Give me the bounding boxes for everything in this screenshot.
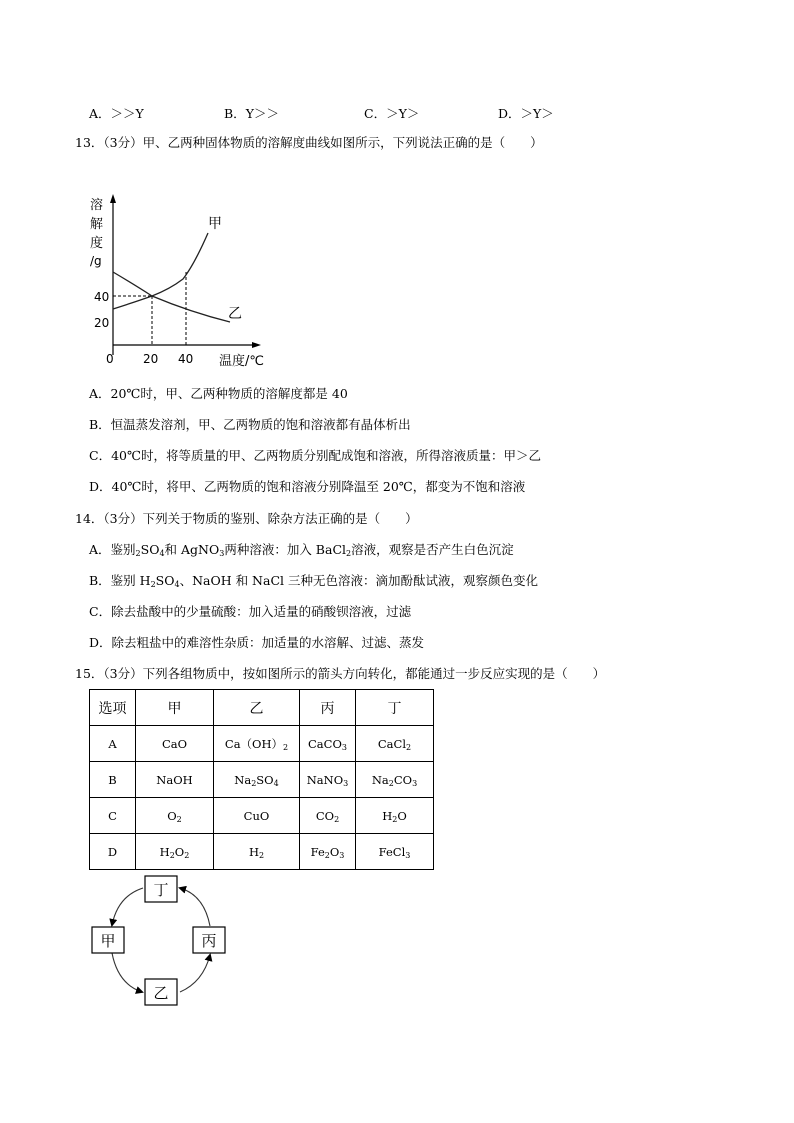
solubility-graph bbox=[80, 180, 300, 370]
q14-option-c: C．除去盐酸中的少量硫酸：加入适量的硝酸钡溶液，过滤 bbox=[89, 604, 412, 619]
node-yi-label: 乙 bbox=[153, 984, 169, 1002]
arrow-yi-to-bing bbox=[180, 955, 210, 992]
q14-stem: 14．（3分）下列关于物质的鉴别、除杂方法正确的是（ ） bbox=[75, 511, 418, 526]
node-jia bbox=[92, 927, 124, 953]
table-cell: $H_2O_2$ bbox=[136, 834, 214, 870]
node-ding-label: 丁 bbox=[153, 881, 169, 899]
x-axis-label: 温度/℃ bbox=[219, 354, 264, 369]
arrow-ding-to-jia bbox=[112, 888, 143, 925]
table-row bbox=[90, 726, 434, 762]
arrow-jia-to-yi bbox=[112, 953, 142, 992]
q13-option-a: A．20℃时，甲、乙两种物质的溶解度都是 40 bbox=[89, 386, 348, 401]
table-header-cell: 丁 bbox=[356, 690, 434, 726]
table-cell: $Fe_2O_3$ bbox=[300, 834, 356, 870]
table-cell: $H_2O$ bbox=[356, 798, 434, 834]
q14-option-b: B．鉴别 $H_2SO_4$、NaOH 和 NaCl 三种无色溶液：滴加酚酞试液，观察颜色变化 bbox=[89, 573, 538, 589]
x-tick-0: 0 bbox=[106, 352, 114, 366]
q12-option-b: B．Y＞＞ bbox=[224, 106, 279, 121]
table-cell: A bbox=[90, 726, 136, 762]
q15-options-table bbox=[89, 689, 434, 870]
q13-stem: 13．（3分）甲、乙两种固体物质的溶解度曲线如图所示，下列说法正确的是（ ） bbox=[75, 135, 543, 150]
q14-option-d: D．除去粗盐中的难溶性杂质：加适量的水溶解、过滤、蒸发 bbox=[89, 635, 425, 650]
table-row bbox=[90, 798, 434, 834]
y-axis-label-2: 解 bbox=[90, 217, 104, 232]
arrow-bing-to-ding bbox=[180, 888, 210, 926]
curve-yi bbox=[113, 272, 230, 322]
table-cell: CuO bbox=[214, 798, 300, 834]
conversion-cycle-diagram bbox=[86, 868, 236, 1008]
table-cell: $Na_2SO_4$ bbox=[214, 762, 300, 798]
table-cell: $H_2$ bbox=[214, 834, 300, 870]
table-header-cell: 乙 bbox=[214, 690, 300, 726]
table-cell: $Ca(OH)_2$ bbox=[214, 726, 300, 762]
table-cell: FeCl$_3$ bbox=[356, 834, 434, 870]
table-header-cell: 甲 bbox=[136, 690, 214, 726]
q14-option-a: A．鉴别$_2SO_4$和 AgNO$_3$两种溶液：加入 BaCl$_2$溶液，观察是否产生白色沉淀 bbox=[89, 542, 514, 558]
table-cell: NaOH bbox=[136, 762, 214, 798]
table-cell: CaO bbox=[136, 726, 214, 762]
node-bing bbox=[193, 927, 225, 953]
y-axis-label-1: 溶 bbox=[90, 198, 104, 213]
y-tick-40: 40 bbox=[94, 290, 110, 304]
node-ding bbox=[145, 876, 177, 902]
table-header-cell: 丙 bbox=[300, 690, 356, 726]
table-cell: $O_2$ bbox=[136, 798, 214, 834]
curve-yi-label: 乙 bbox=[228, 306, 242, 322]
table-row bbox=[90, 834, 434, 870]
node-jia-label: 甲 bbox=[100, 932, 116, 950]
table-cell: $Na_2CO_3$ bbox=[356, 762, 434, 798]
y-axis-arrow bbox=[110, 194, 116, 203]
table-cell: $CO_2$ bbox=[300, 798, 356, 834]
y-axis-label-4: /g bbox=[90, 254, 102, 268]
y-tick-20: 20 bbox=[94, 316, 110, 330]
table-cell: CaCO$_3$ bbox=[300, 726, 356, 762]
table-header-row bbox=[90, 690, 434, 726]
x-tick-20: 20 bbox=[143, 352, 159, 366]
node-yi bbox=[145, 979, 177, 1005]
q13-option-d: D．40℃时，将甲、乙两物质的饱和溶液分别降温至 20℃，都变为不饱和溶液 bbox=[89, 479, 526, 494]
q12-option-d: D．＞Y＞ bbox=[498, 106, 554, 121]
x-tick-40: 40 bbox=[178, 352, 194, 366]
table-cell: NaNO$_3$ bbox=[300, 762, 356, 798]
table-cell: D bbox=[90, 834, 136, 870]
q12-option-a: A．＞＞Y bbox=[89, 106, 144, 121]
table-header-cell: 选项 bbox=[90, 690, 136, 726]
q12-option-c: C．＞Y＞ bbox=[364, 106, 420, 121]
table-cell: B bbox=[90, 762, 136, 798]
table-cell: CaCl$_2$ bbox=[356, 726, 434, 762]
table-row bbox=[90, 762, 434, 798]
q15-stem: 15．（3分）下列各组物质中，按如图所示的箭头方向转化，都能通过一步反应实现的是（ ） bbox=[75, 666, 606, 681]
curve-jia bbox=[113, 233, 208, 309]
node-bing-label: 丙 bbox=[201, 932, 217, 950]
q13-option-b: B．恒温蒸发溶剂，甲、乙两物质的饱和溶液都有晶体析出 bbox=[89, 417, 411, 432]
curve-jia-label: 甲 bbox=[208, 216, 222, 232]
y-axis-label-3: 度 bbox=[90, 236, 104, 251]
q13-option-c: C．40℃时，将等质量的甲、乙两物质分别配成饱和溶液，所得溶液质量：甲＞乙 bbox=[89, 448, 541, 463]
table-cell: C bbox=[90, 798, 136, 834]
x-axis-arrow bbox=[252, 342, 261, 348]
